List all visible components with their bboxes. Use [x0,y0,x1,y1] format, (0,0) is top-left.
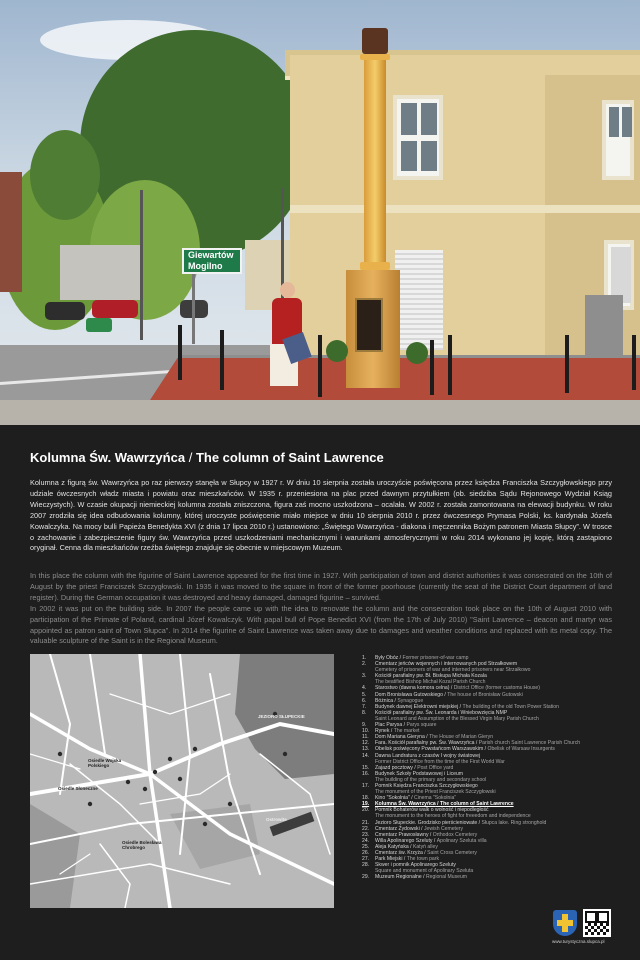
map-label: Osiedle Słoneczne [58,786,98,791]
potted-plant [326,340,348,362]
legend-separator: / [458,703,463,710]
legend-item-translation: The building of the primary and secondary school [375,776,487,783]
legend-number: 17. [362,782,370,789]
legend-label-pl: Pomnik Bohaterów walk o wolność i niepodległość [375,807,489,814]
legend-label-en: Orthodox Cemetery [432,831,478,838]
legend-label-en: The town park [406,856,439,863]
map-marker [228,802,232,806]
legend-number: 6. [362,697,367,704]
legend-separator: / [449,685,454,692]
page-title [30,450,384,465]
column-shaft [364,55,386,275]
description-polish [30,478,612,554]
legend-number: 10. [362,728,370,735]
street [100,844,130,908]
legend-separator: / [421,874,426,881]
legend-label-en: The house of Bronisław Gutowski [447,691,523,698]
legend-label-pl: Kolumna Św. Wawrzyńca [375,801,436,808]
legend-label-pl: Cmentarz Żydowski [375,825,420,832]
map-marker [283,752,287,756]
title-polish: Kolumna Św. Wawrzyńca [30,450,186,465]
legend-label-pl: Obelisk poświęcony Powstańcom Warszawskim [375,746,484,753]
legend-label-en: Cinema "Sokolnia" [414,795,457,802]
legend-separator: / [402,722,407,729]
legend-separator: / [435,801,441,808]
legend-label-pl: Kościół parafialny pw. Św. Leonarda i Wniebowzięcia NMP [375,709,508,716]
street [90,654,105,754]
legend-item [362,874,632,880]
street [110,694,230,714]
legend-label-pl: Jezioro Słupeckie. Grodzisko pierścieniowate [375,819,478,826]
map-marker [143,787,147,791]
sign-pole [192,274,195,344]
legend-number: 11. [362,734,369,741]
legend-label-en: District Office (former customs House) [453,685,540,692]
paragraph: Kolumna z figurą św. Wawrzyńca po raz pierwszy stanęła w Słupcy w 1927 r. W dniu 10 sierpnia została uroczyście poświęcona przez księdza Franciszka Szczygłowskiego przy udziale ówczesnych władz miasta i powiatu oraz mieszkańców. W 1935 r. przeniesiona na plac przed dawnym przytułkiem (ob. siedziba Sądu Rejonowego Wydział Ksiąg Wieczystych). W czasie okupacji niemieckiej kolumna została zniszczona, figura zaś mocno uszkodzona – ocalała. W 2002 r. została zamontowana na elewacji budynku. W roku 2007 zrodziła się idea odbudowania kolumny, której uroczyste poświęcenie miało miejsce w dniu 10 sierpnia 2010 r. przez ówczesnego Prymasa Polski, ks. kardynała Józefa Kowalczyka. Na mocy bulli Papieża Benedykta XVI (z dnia 17 lipca 2010 r.) ustanowiono: „Świętego Wawrzyńca - diakona i męczennika Bożym patronem Miasta Słupcy”. W trosce o zachowanie i zabezpieczenie figury św. Wawrzyńca przed uszkodzeniami mechanicznymi i warunkami atmosferycznymi w roku 2014 wykonano jej kopię, którą zastąpiono oryginał. Cenna dla mieszkańców rzeźba świętego znajduje się obecnie w miejscowym Muzeum. [30,478,612,553]
legend-separator: / [408,843,413,850]
legend-label-en: The market [393,728,420,735]
legend-label-pl: Willa Apolinarego Szeluty [375,837,433,844]
chain-post [318,335,322,397]
legend-separator: / [474,740,479,747]
map-marker [58,752,62,756]
legend-separator: / [409,795,415,802]
legend-label-pl: Aleja Katyńska [375,843,409,850]
legend-label-pl: Plac Parysa [375,722,403,729]
street [50,654,70,794]
legend-number: 15. [362,764,370,771]
legend-number: 4. [362,685,367,692]
car [45,302,85,320]
legend-item-translation: The monument to the heroes of fight for freeedom and independence [375,813,531,820]
legend-label-en: Apolinary Szeluta villa [436,837,487,844]
legend-separator: / [442,691,448,698]
title-english: The column of Saint Lawrence [195,450,384,465]
legend-label-en: The House of Marian Gieryn [429,734,494,741]
background-house [60,245,140,300]
legend-separator: / [483,746,488,753]
town-crest-icon [553,910,577,936]
legend-separator: / [412,764,418,771]
map-marker [153,770,157,774]
legend-separator: / [393,697,398,704]
pedestal-plaque [355,298,383,352]
legend-number: 2. [362,661,367,668]
legend-number: 25. [362,843,370,850]
legend-label-pl: Skwer i pomnik Apolinarego Szeluty [375,862,456,869]
legend-number: 1. [362,655,367,661]
map-marker [168,757,172,761]
legend-label-pl: Dom Mariana Gieryna [375,734,425,741]
title-separator: / [188,450,193,465]
legend-label-pl: Cmentarz św. Krzyża [375,850,423,856]
road-sign-line-1: Giewartów [188,250,234,260]
map-label: Osiedle Wojska Polskiego [88,758,122,768]
legend-number: 28. [362,862,370,869]
chain-post [220,330,224,390]
legend-number: 24. [362,837,370,844]
sidewalk [0,400,640,425]
website-url[interactable]: www.turystyczna.slupca.pl [552,939,605,944]
street [30,754,80,769]
legend-separator: / [477,819,482,826]
green-bin [86,318,112,332]
legend-label-pl: Cmentarz jeńców wojennych i internowanych pod Strzałkowem [375,661,518,668]
legend-number: 22. [362,825,370,832]
column-ring [360,262,390,270]
legend-label-pl: Park Miejski [375,856,403,863]
legend-separator: / [398,655,403,661]
map-marker [88,802,92,806]
chain-post [565,335,569,393]
paragraph: In this place the column with the figurine of Saint Lawrence appeared for the first time in 1927. With participation of town and district authorities it was consecrated on the 10th of August by the priest Franciszek Szczygłowski. In 1935 it was moved to the square in front of the former poorhouse (currently the seat of the District Court department of land register). During the German occupation it was destroyed and heavy damaged, damaged figurine – survived. [30,571,612,602]
legend-number: 18. [362,795,370,802]
legend-label-pl: Bóżnica [375,697,394,704]
utility-box [585,295,623,365]
legend-number: 8. [362,709,367,716]
legend-separator: / [389,728,394,735]
legend-label-en: Post Office yard [417,764,454,771]
legend-label-pl: Budynek Szkoły Podstawowej i Liceum [375,770,464,777]
legend-label-pl: Muzeum Regionalne [375,874,422,881]
legend-number: 14. [362,752,370,759]
legend-number: 12. [362,740,370,747]
roller-shutter [395,250,443,350]
map-marker [203,822,207,826]
map-marker [178,777,182,781]
map-label: Ostrowite [266,817,287,822]
legend-list [362,655,632,880]
tree [30,130,100,220]
legend-label-pl: Dawna Landratura z czasów I wojny światowej [375,752,481,759]
map-label: JEZIORO SŁUPECKIE [258,714,305,719]
legend-label-pl: Zajazd pocztowy [375,764,413,771]
legend-label-en: The building of the old Town Power Station [462,703,559,710]
window [602,100,634,180]
legend-label-en: Obelisk of Warsaw Insurgents [487,746,555,753]
hero-photo [0,0,640,425]
building-band [290,205,640,213]
legend-separator: / [419,825,424,832]
legend-label-pl: Kino "Sokolnia" [375,795,410,802]
legend-item-translation: Square and monument of Apolinary Szeluta [375,868,474,875]
legend-label-en: Słupca lake. Ring stronghold [481,819,547,826]
legend-separator: / [424,734,430,741]
legend-number: 9. [362,722,367,729]
legend-number: 5. [362,691,367,698]
legend-label-pl: Budynek dawnej Elektrowni miejskiej [375,703,459,710]
legend-item-translation: The beatified Bishop Michał Kozal Parish Church [375,679,486,686]
legend-label-en: Saint Cross Cemetery [427,850,477,856]
district-shade [30,804,80,908]
legend-number: 23. [362,831,370,838]
description-english [30,571,612,647]
legend-label-en: Jewish Cemetery [423,825,464,832]
map-graphic [30,654,334,908]
legend-number: 13. [362,746,370,753]
legend-number: 20. [362,807,370,814]
map-label: Osiedle Bolesława Chrobrego [122,840,162,850]
legend-label-pl: Rynek [375,728,390,735]
legend-label-en: Parys square [406,722,437,729]
car [92,300,138,318]
legend-label-pl: Cmentarz Prawosławny [375,831,429,838]
chain-post [632,335,636,390]
legend-label-en: Regional Museum [425,874,468,881]
legend-separator: / [432,837,437,844]
map-marker [126,780,130,784]
main-road [140,654,170,908]
legend-label-pl: Pomnik Księdza Franciszka Szczygłowskiego [375,782,478,789]
left-house [0,172,22,292]
street-lamp [140,190,143,340]
statue-head [280,282,295,298]
legend-number: 29. [362,874,370,881]
legend-label-en: Katyń alley [412,843,438,850]
legend-number: 26. [362,850,370,856]
town-map [30,654,334,908]
road-sign [182,248,242,274]
legend-number: 21. [362,819,370,826]
legend-number: 7. [362,703,367,710]
map-marker [193,747,197,751]
legend-label-pl: Kościół parafialny pw. Bł. Biskupa Michała Kozala [375,673,487,680]
legend-item-translation: Saint Leonard and Assumption of the Blessed Virgin Mary Parish Church [375,715,539,722]
potted-plant [406,342,428,364]
legend-label-en: Parish church Saint Lawrence Parish Church [478,740,581,747]
legend-item-translation: The monument of the Priest Franciszek Szczygłowski [375,789,496,796]
legend-label-pl: Były Obóz [375,655,399,661]
legend-label-en: Former prisoner-of-war camp [402,655,469,661]
legend-label-en: The column of Saint Lawrence [440,801,514,808]
qr-code-icon[interactable] [583,909,611,937]
legend-number: 3. [362,673,367,680]
column-ring [360,54,390,60]
location-pointer [270,812,315,836]
legend-separator: / [422,850,428,856]
legend-item-translation: Cemetery of prisoners of war and interned prisoners near Strzałkowo [375,667,531,674]
legend-label-en: Synagogue [397,697,424,704]
legend-label-pl: Fara. Kościół parafialny pw. Św. Wawrzyńca [375,740,475,747]
legend-number: 27. [362,856,370,863]
window [393,95,443,180]
legend-separator: / [402,856,407,863]
legend-label-pl: Dom Bronisława Gutowskiego [375,691,443,698]
chain-post [430,340,434,395]
road-sign-line-2: Mogilno [188,261,223,271]
legend-number: 16. [362,770,370,777]
chain-post [448,335,452,395]
legend-item-translation: Former District Office from the time of the First World War [375,758,505,765]
legend-number: 19. [362,801,370,808]
column-capital [362,28,388,54]
chain-post [178,325,182,380]
legend-label-pl: Starostwo (dawna komora celna) [375,685,450,692]
legend-separator: / [428,831,433,838]
paragraph: In 2002 it was put on the building side. In 2007 the people came up with the idea to renovate the column and the consecration took place on the 10th of August 2010 with participation of the Primate of Poland, cardinal Józef Kowalczyk. With papal bull of Pope Benedict XVI (from the 17th of July 2010) "Saint Lawrence – deacon and martyr was appointed as patron saint of Town Słupca". In 2014 the figurine of Saint Lawrence was taken away due to damages and weather conditions and replaced with its metal copy. The valuable sculpture of the Saint is in the Regional Museum. [30,603,612,646]
